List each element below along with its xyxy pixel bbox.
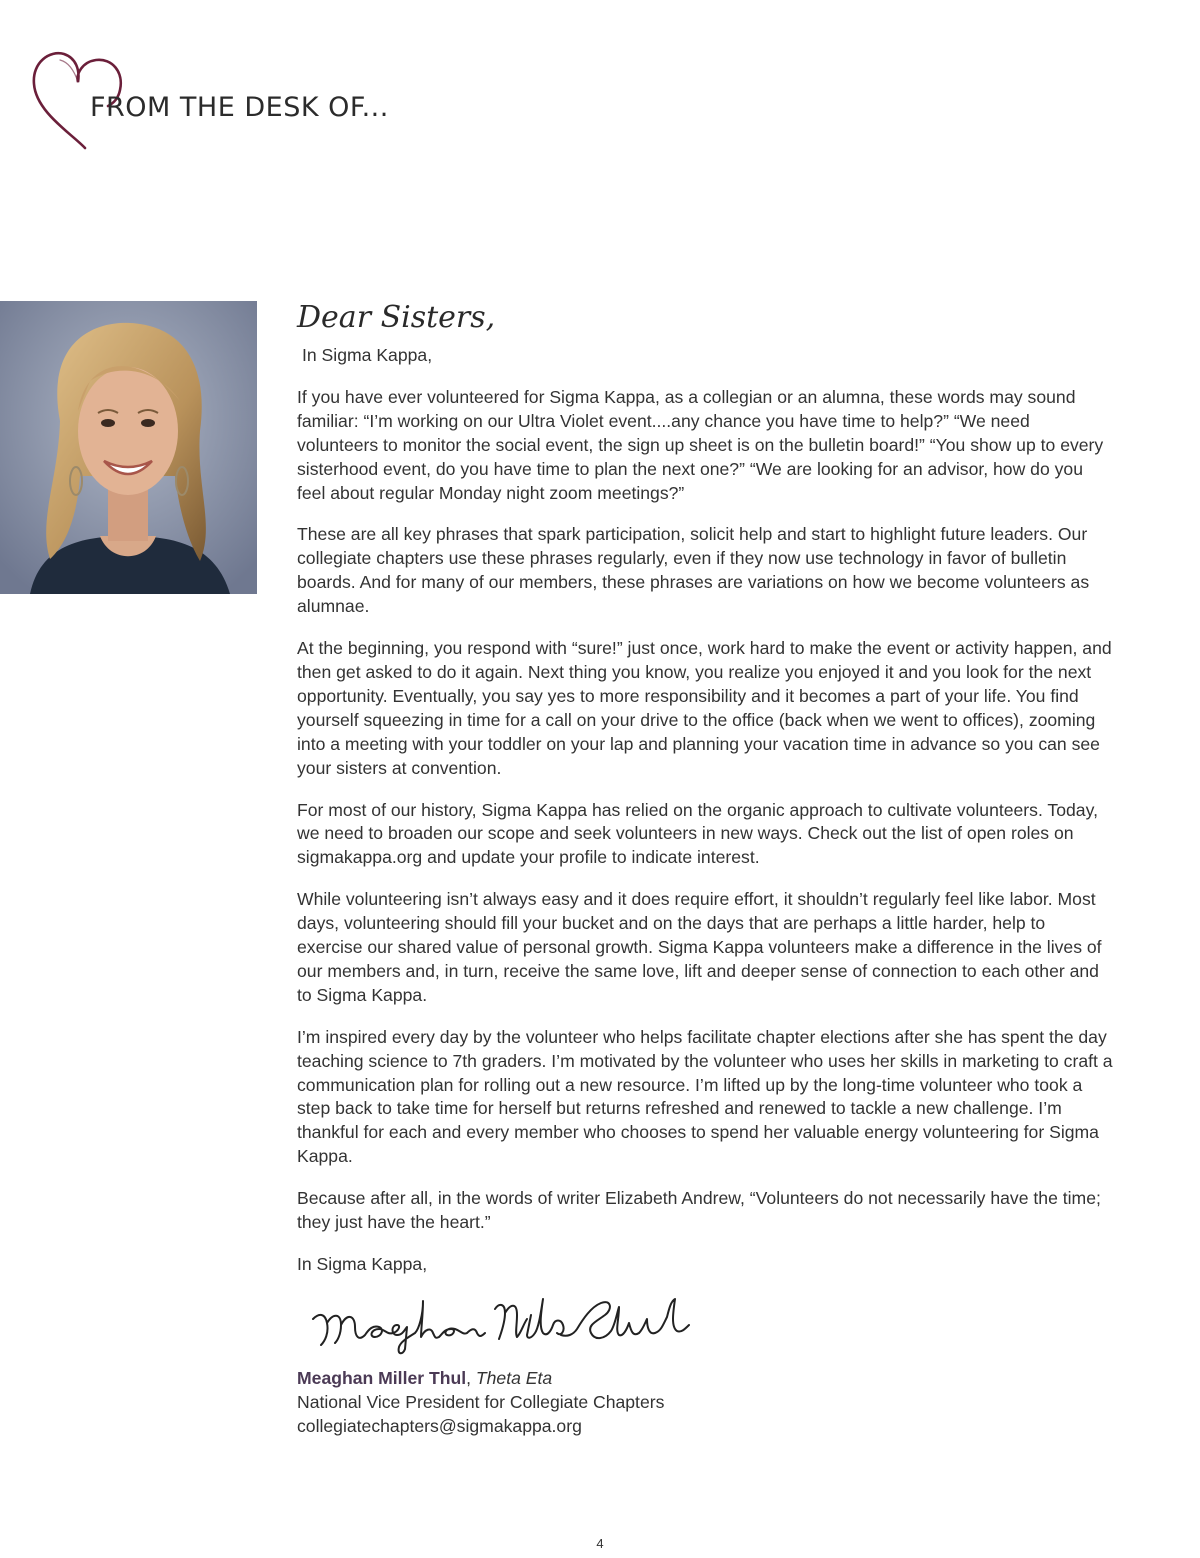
letter-body [297,296,1113,1439]
signatory-chapter: Theta Eta [475,1367,553,1388]
signatory-title: National Vice President for Collegiate Chapters [297,1391,665,1412]
letter-paragraph: At the beginning, you respond with “sure!” just once, work hard to make the event or activity happen, and then get asked to do it again. Next thing you know, you realize you enjoyed it and you look for the next opportunity. Eventually, you say yes to more responsibility and it becomes a part of your life. You find yourself squeezing in time for a call on your drive to the office (back when we went to offices), zooming into a meeting with your toddler on your lap and planning your vacation time in advance so you can see your sisters at convention. [297,638,1112,778]
page-header [30,48,450,158]
signatory-name: Meaghan Miller Thul [297,1367,467,1388]
letter-paragraph: I’m inspired every day by the volunteer who helps facilitate chapter elections after she has spent the day teaching science to 7th graders. I’m motivated by the volunteer who uses her skills in marketing to craft a communication plan for rolling out a new resource. I’m lifted up by the long-time volunteer who took a step back to take time for herself but returns refreshed and renewed to tackle a new challenge. I’m thankful for each and every member who chooses to spend her valuable energy volunteering for Sigma Kappa. [297,1026,1113,1167]
letter-paragraph: Because after all, in the words of writer Elizabeth Andrew, “Volunteers do not necessarily have the time; they just have the heart.” [297,1188,1101,1233]
letter-paragraph: These are all key phrases that spark participation, solicit help and start to highlight future leaders. Our collegiate chapters use these phrases regularly, even if they now use technology in favor of bulletin boards. And for many of our members, these phrases are variations on how we become volunteers as alumnae. [297,524,1090,617]
letter-paragraph: If you have ever volunteered for Sigma Kappa, as a collegian or an alumna, these words may sound familiar: “I’m working on our Ultra Violet event....any chance you have time to help?” “We need volunteers to monitor the social event, the sign up sheet is on the bulletin board!” “You show up to every sisterhood event, do you have time to plan the next one?” “We are looking for an advisor, how do you feel about regular Monday night zoom meetings?” [297,386,1104,503]
closing-line: In Sigma Kappa, [297,1254,428,1274]
signatory-email: collegiatechapters@sigmakappa.org [297,1415,582,1436]
signatory-line [297,1367,1113,1391]
opening-line: In Sigma Kappa, [302,345,433,365]
signatory-separator: , [466,1367,476,1388]
letter-paragraph: While volunteering isn’t always easy and it does require effort, it shouldn’t regularly feel like labor. Most days, volunteering should fill your bucket and on the days that are perhaps a little harder, help to exercise our shared value of personal growth. Sigma Kappa volunteers make a difference in the lives of our members and, in turn, receive the same love, lift and deeper sense of connection to each other and to Sigma Kappa. [297,889,1102,1005]
portrait-photo [0,301,257,594]
salutation: Dear Sisters, [297,300,496,335]
letter-paragraph: For most of our history, Sigma Kappa has relied on the organic approach to cultivate volunteers. Today, we need to broaden our scope and seek volunteers in new ways. Check out the list of open roles on sigmakappa.org and update your profile to indicate interest. [297,799,1098,868]
page-number: 4 [596,1536,604,1551]
page-title: FROM THE DESK OF... [90,92,389,123]
handwritten-signature [305,1289,705,1359]
